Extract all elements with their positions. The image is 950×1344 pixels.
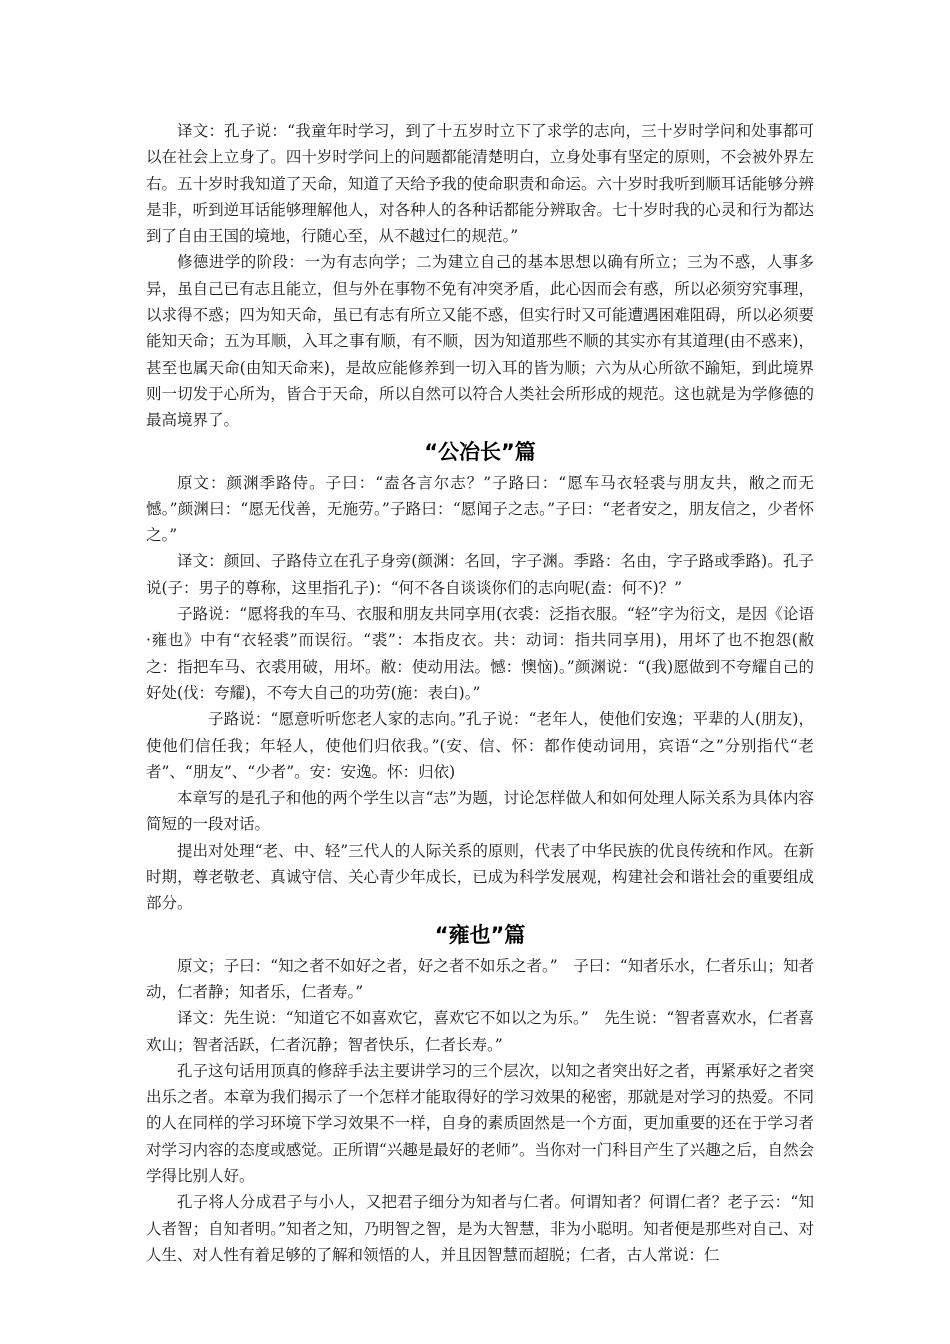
paragraph-commentary-stages: 修德进学的阶段：一为有志向学；二为建立自己的基本思想以确有所立；三为不惑，人事多异，虽自己已有志且能立，但与外在事物不免有冲突矛盾，此心因而会有惑，所以必须穷究事理，以求得不惑；四为知天命，虽已有志有所立又能不惑，但实行时又可能遭遇困难阻碍，所以必须要能知天命；五为耳顺，入耳之事有顺，有不顺，因为知道那些不顺的其实亦有其道理(由不惑来)，甚至也属天命(由知天命来)，是故应能修养到一切入耳的皆为顺；六为从心所欲不踰矩，到此境界则一切发于心所为，皆合于天命，所以自然可以符合人类社会所形成的规范。这也就是为学修德的最高境界了。 [146,253,814,430]
paragraph-translation: 译文：颜回、子路侍立在孔子身旁(颜渊：名回，字子渊。季路：名由，字子路或季路)。孔子说(子：男子的尊称，这里指孔子)：“何不各自谈谈你们的志向呢(盍：何不)？” [146,552,814,597]
paragraph-learning-levels: 孔子这句话用顶真的修辞手法主要讲学习的三个层次，以知之者突出好之者，再紧承好之者突出乐之者。本章为我们揭示了一个怎样才能取得好的学习效果的秘密，那就是对学习的热爱。不同的人在同样的学习环境下学习效果不一样，自身的素质固然是一个方面，更加重要的还在于学习者对学习内容的态度或感觉。正所谓“兴趣是最好的老师”。当你对一门科目产生了兴趣之后，自然会学得比别人好。 [146,1061,814,1185]
section-yongye [146,917,814,1269]
paragraph-translation-zhi: 译文：孔子说：“我童年时学习，到了十五岁时立下了求学的志向，三十岁时学问和处事都可以在社会上立身了。四十岁时学问上的问题都能清楚明白，立身处事有坚定的原则，不会被外界左右。五十岁时我知道了天命，知道了天给予我的使命职责和命运。六十岁时我听到顺耳话能够分辨是非，听到逆耳话能够理解他人，对各种人的各种话都能分辨取舍。七十岁时我的心灵和行为都达到了自由王国的境地，行随心至，从不越过仁的规范。” [146,122,814,246]
paragraph-significance: 提出对处理“老、中、轻”三代人的人际关系的原则，代表了中华民族的优良传统和作风。在新时期，尊老敬老、真诚守信、关心青少年成长，已成为科学发展观，构建社会和谐社会的重要组成部分。 [146,841,814,913]
section-intro [146,118,814,434]
paragraph-original: 原文；子曰：“知之者不如好之者，好之者不如乐之者。” 子曰：“知者乐水，仁者乐山；知者动，仁者静；知者乐，仁者寿。” [146,956,814,1001]
section-heading: “公冶长”篇 [424,439,536,464]
section-heading: “雍也”篇 [434,922,526,947]
paragraph-summary: 本章写的是孔子和他的两个学生以言“志”为题，讨论怎样做人和如何处理人际关系为具体内容简短的一段对话。 [146,789,814,834]
section-gongyechang [146,434,814,917]
paragraph-zilu-says: 子路说：“愿将我的车马、衣服和朋友共同享用(衣裘：泛指衣服。“轻”字为衍文，是因《论语·雍也》中有“衣轻裘”而误衍。“裘”：本指皮衣。共：动词：指共同享用)，用坏了也不抱怨(敝之：指把车马、衣裘用破，用坏。敝：使动用法。憾：懊恼)。”颜渊说：“(我)愿做到不夸耀自己的好处(伐：夸耀)，不夸大自己的功劳(施：表白)。” [146,605,814,702]
paragraph-wise-and-benevolent: 孔子将人分成君子与小人，又把君子细分为知者与仁者。何谓知者？何谓仁者？老子云：“知人者智；自知者明。”知者之知，乃明智之智，是为大智慧，非为小聪明。知者便是那些对自己、对人生、对人性有着足够的了解和领悟的人，并且因智慧而超脱；仁者，古人常说：仁 [146,1193,814,1264]
paragraph-translation: 译文：先生说：“知道它不如喜欢它，喜欢它不如以之为乐。” 先生说：“智者喜欢水，仁者喜欢山；智者活跃，仁者沉静；智者快乐，仁者长寿。” [146,1009,814,1054]
paragraph-confucius-aspiration: 子路说：“愿意听听您老人家的志向。”孔子说：“老年人，使他们安逸；平辈的人(朋友)，使他们信任我；年轻人，使他们归依我。”(安、信、怀：都作使动词用，宾语“之”分别指代“老者”、“朋友”、“少者”。安：安逸。怀：归依) [146,710,814,781]
paragraph-original: 原文：颜渊季路侍。子曰：“盍各言尔志？”子路曰：“愿车马衣轻裘与朋友共，敝之而无憾。”颜渊曰：“愿无伐善，无施劳。”子路曰：“愿闻子之志。”子曰：“老者安之，朋友信之，少者怀之。” [146,473,814,545]
document-page [146,118,814,1268]
